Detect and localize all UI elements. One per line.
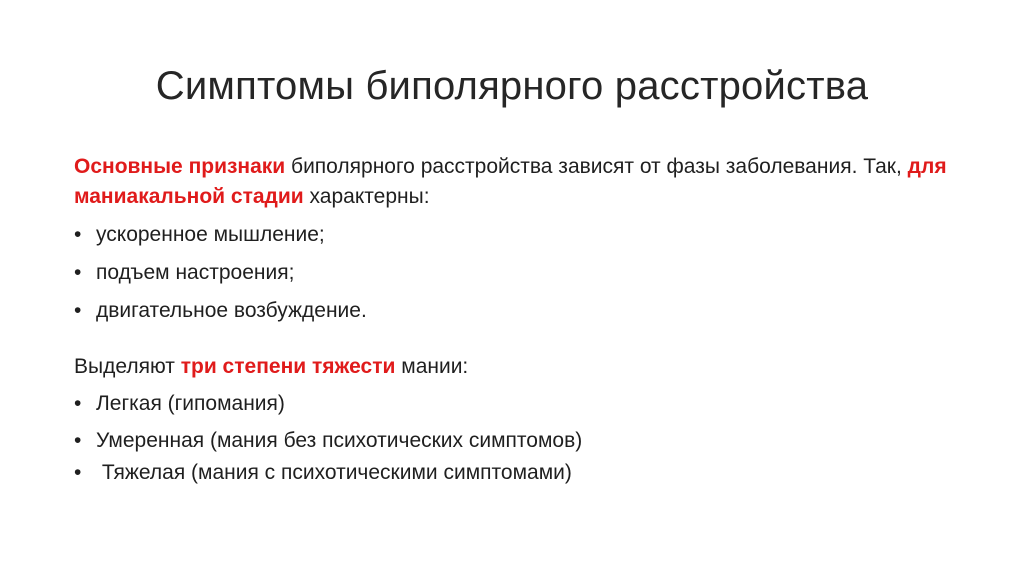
list-item — [74, 426, 954, 456]
list-item-text: ускоренное мышление; — [96, 223, 325, 246]
severity-levels-list — [74, 389, 954, 488]
bullet-icon: • — [74, 461, 82, 484]
severity-text-2: мании: — [395, 355, 469, 378]
intro-text-1: биполярного расстройства зависят от фазы заболевания. Так, — [285, 155, 908, 178]
slide-title: Симптомы биполярного расстройства — [155, 64, 869, 108]
intro-text-2: характерны: — [303, 185, 430, 208]
severity-highlight: три степени тяжести — [180, 355, 396, 378]
bullet-icon: • — [74, 299, 82, 322]
list-item-text: Тяжелая (мания с психотическими симптомами) — [96, 461, 572, 484]
bullet-icon: • — [74, 261, 82, 284]
list-item — [74, 258, 954, 288]
bullet-icon: • — [74, 223, 82, 246]
list-item — [74, 296, 954, 326]
list-item-text: двигательное возбуждение. — [96, 299, 367, 322]
list-item — [74, 220, 954, 250]
intro-highlight-main-signs: Основные признаки — [74, 155, 286, 178]
list-item-text: Умеренная (мания без психотических симптомов) — [96, 429, 583, 452]
list-item — [74, 389, 954, 419]
bullet-icon: • — [74, 392, 82, 415]
mania-signs-list — [74, 220, 954, 326]
intro-paragraph — [74, 152, 954, 212]
severity-text-1: Выделяют — [74, 355, 181, 378]
severity-paragraph — [74, 352, 954, 382]
slide-content — [74, 152, 954, 488]
bullet-icon: • — [74, 429, 82, 452]
intro-highlight-manic-stage: для маниакальной стадии — [74, 155, 947, 208]
list-item-text: Легкая (гипомания) — [96, 392, 285, 415]
list-item — [74, 458, 954, 488]
list-item-text: подъем настроения; — [96, 261, 295, 284]
